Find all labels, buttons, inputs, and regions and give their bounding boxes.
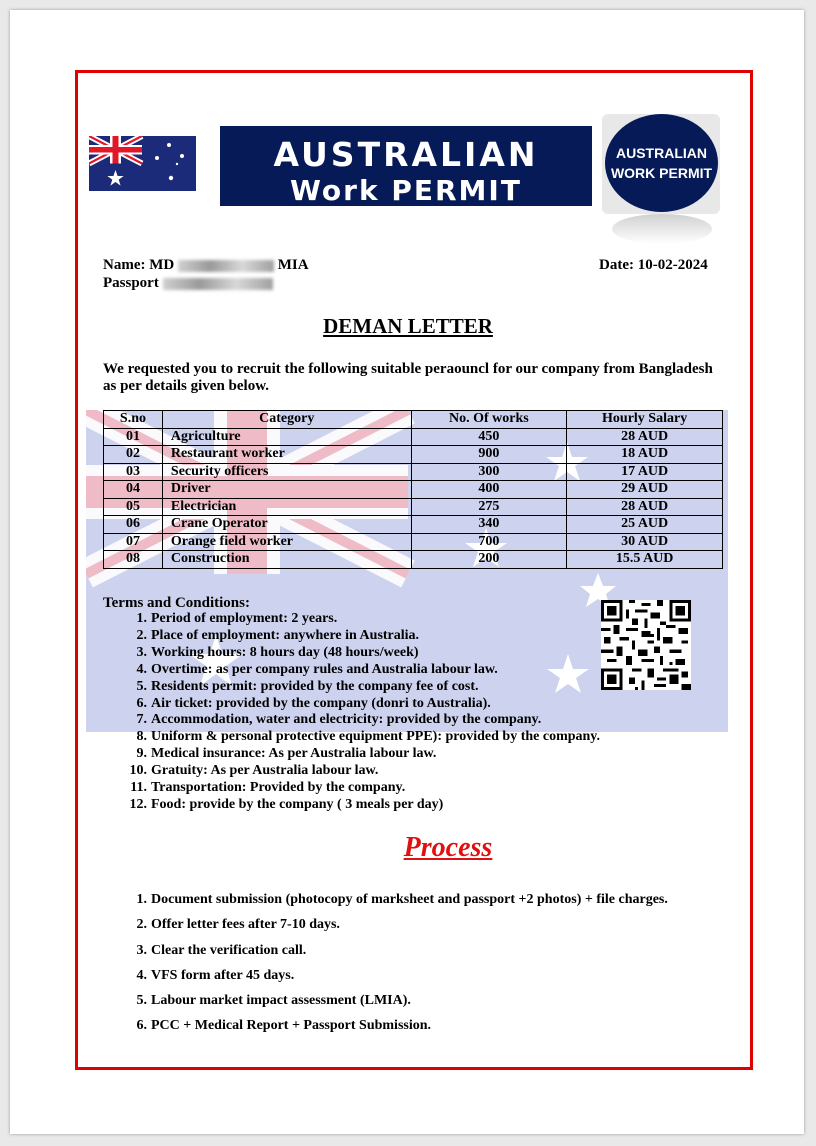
cell-sno: 02: [104, 446, 163, 464]
list-item: 11. Transportation: Provided by the company.: [130, 780, 406, 796]
cell-salary: 29 AUD: [567, 481, 723, 499]
list-item: 6. PCC + Medical Report + Passport Submission.: [136, 1018, 432, 1034]
table-header-row: [104, 411, 723, 429]
cell-salary: 28 AUD: [567, 498, 723, 516]
table-row: [104, 481, 723, 499]
list-item: 2. Place of employment: anywhere in Australia.: [136, 627, 420, 643]
cell-category: Restaurant worker: [162, 446, 411, 464]
table-row: [104, 516, 723, 534]
list-item: 4. VFS form after 45 days.: [136, 967, 295, 983]
header-sno: S.no: [104, 411, 163, 429]
list-item: 7. Accommodation, water and electricity: provided by the company.: [136, 712, 542, 728]
table-row: [104, 498, 723, 516]
table-row: [104, 428, 723, 446]
badge-line1: AUSTRALIAN: [616, 144, 707, 161]
redacted-name: [178, 260, 274, 272]
cell-category: Driver: [162, 481, 411, 499]
terms-heading: Terms and Conditions:: [103, 595, 250, 611]
list-item: 8. Uniform & personal protective equipment PPE): provided by the company.: [136, 729, 601, 745]
cell-works: 275: [411, 498, 567, 516]
cell-category: Crane Operator: [162, 516, 411, 534]
table-row: [104, 446, 723, 464]
cell-category: Construction: [162, 551, 411, 569]
cell-category: Agriculture: [162, 428, 411, 446]
list-item: 6. Air ticket: provided by the company (donri to Australia).: [136, 695, 491, 711]
cell-salary: 25 AUD: [567, 516, 723, 534]
cell-category: Electrician: [162, 498, 411, 516]
process-steps-list: [136, 887, 731, 1039]
job-requirements-table: [103, 410, 723, 569]
cell-sno: 04: [104, 481, 163, 499]
terms-list: [129, 611, 711, 814]
table-row: [104, 463, 723, 481]
applicant-name: Name: MD MIA: [103, 257, 309, 273]
cell-salary: 15.5 AUD: [567, 551, 723, 569]
list-item: 2. Offer letter fees after 7-10 days.: [136, 917, 340, 933]
cell-sno: 07: [104, 533, 163, 551]
header-works: No. Of works: [411, 411, 567, 429]
cell-works: 300: [411, 463, 567, 481]
list-item: 10. Gratuity: As per Australia labour law.: [129, 763, 379, 779]
cell-works: 200: [411, 551, 567, 569]
banner-title-line2: Work PERMIT: [290, 174, 522, 207]
list-item: 12. Food: provide by the company ( 3 meals per day): [129, 796, 444, 812]
header-category: Category: [162, 411, 411, 429]
cell-works: 450: [411, 428, 567, 446]
cell-works: 700: [411, 533, 567, 551]
cell-salary: 17 AUD: [567, 463, 723, 481]
list-item: 3. Clear the verification call.: [136, 942, 307, 958]
cell-category: Orange field worker: [162, 533, 411, 551]
cell-category: Security officers: [162, 463, 411, 481]
list-item: 9. Medical insurance: As per Australia labour law.: [136, 746, 437, 762]
process-heading: Process: [403, 832, 493, 863]
cell-salary: 30 AUD: [567, 533, 723, 551]
table-row: [104, 551, 723, 569]
cell-sno: 08: [104, 551, 163, 569]
letter-title: DEMAN LETTER: [323, 314, 493, 338]
work-permit-banner: [220, 126, 592, 206]
redacted-passport: [163, 278, 273, 290]
badge-line2: WORK PERMIT: [610, 165, 713, 181]
cell-works: 340: [411, 516, 567, 534]
list-item: 1. Document submission (photocopy of marksheet and passport +2 photos) + file charges.: [136, 892, 668, 907]
list-item: 4. Overtime: as per company rules and Australia labour law.: [136, 661, 498, 677]
cell-sno: 03: [104, 463, 163, 481]
cell-salary: 28 AUD: [567, 428, 723, 446]
banner-title-line1: AUSTRALIAN: [273, 135, 539, 174]
list-item: 1. Period of employment: 2 years.: [136, 611, 338, 626]
cell-works: 900: [411, 446, 567, 464]
letter-date: Date: 10-02-2024: [599, 257, 708, 273]
header-salary: Hourly Salary: [567, 411, 723, 429]
cell-salary: 18 AUD: [567, 446, 723, 464]
applicant-passport: Passport: [103, 275, 273, 292]
table-row: [104, 533, 723, 551]
cell-works: 400: [411, 481, 567, 499]
badge-reflection: [612, 214, 712, 244]
work-permit-badge: [605, 114, 718, 212]
letter-intro: We requested you to recruit the following suitable peraouncl for our company from Bangladesh as per details given below.: [103, 361, 713, 394]
australia-flag-icon: [89, 136, 196, 191]
cell-sno: 05: [104, 498, 163, 516]
list-item: 3. Working hours: 8 hours day (48 hours/week): [136, 644, 419, 660]
list-item: 5. Labour market impact assessment (LMIA).: [136, 993, 411, 1009]
cell-sno: 01: [104, 428, 163, 446]
cell-sno: 06: [104, 516, 163, 534]
list-item: 5. Residents permit: provided by the company fee of cost.: [136, 678, 479, 694]
